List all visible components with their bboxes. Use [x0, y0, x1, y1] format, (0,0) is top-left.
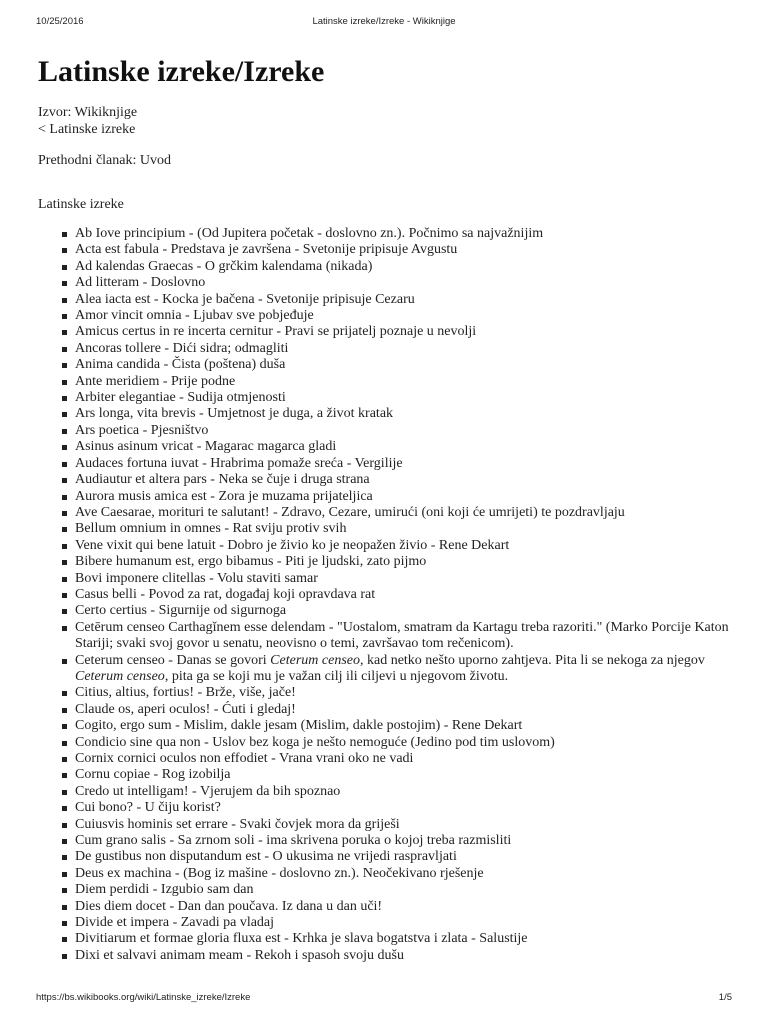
bullet-icon: [62, 412, 67, 417]
list-item: [75, 406, 738, 422]
bullet-icon: [62, 248, 67, 253]
list-item: [75, 882, 738, 898]
list-item: [75, 735, 738, 751]
bullet-icon: [62, 954, 67, 959]
list-item: [75, 292, 738, 308]
list-item-text: Audiautur et altera pars - Neka se čuje i druga strana: [75, 472, 370, 488]
bullet-icon: [62, 330, 67, 335]
bullet-icon: [62, 839, 67, 844]
list-item-text: De gustibus non disputandum est - O ukusima ne vrijedi raspravljati: [75, 849, 457, 865]
bullet-icon: [62, 724, 67, 729]
list-item-text: Dies diem docet - Dan dan poučava. Iz dana u dan uči!: [75, 898, 383, 914]
bullet-icon: [62, 577, 67, 582]
list-item-text: Ante meridiem - Prije podne: [75, 373, 236, 389]
list-item-text: Citius, altius, fortius! - Brže, više, jače!: [75, 685, 296, 701]
list-item: [75, 472, 738, 488]
list-item: [75, 915, 738, 931]
list-item: [75, 439, 738, 455]
print-header: [36, 16, 732, 30]
bullet-icon: [62, 708, 67, 713]
bullet-icon: [62, 659, 67, 664]
list-item-text: Certo certius - Sigurnije od sigurnoga: [75, 603, 287, 619]
list-item: [75, 341, 738, 357]
list-item: [75, 308, 738, 324]
bullet-icon: [62, 921, 67, 926]
print-url: https://bs.wikibooks.org/wiki/Latinske_izreke/Izreke: [36, 992, 251, 1003]
section-label: Latinske izreke: [38, 197, 124, 212]
bullet-icon: [62, 527, 67, 532]
list-item: [75, 620, 738, 653]
list-item-text: Anima candida - Čista (poštena) duša: [75, 357, 286, 373]
list-item-text: Ancoras tollere - Dići sidra; odmagliti: [75, 340, 289, 356]
bullet-icon: [62, 281, 67, 286]
list-item: [75, 571, 738, 587]
bullet-icon: [62, 855, 67, 860]
bullet-icon: [62, 429, 67, 434]
bullet-icon: [62, 445, 67, 450]
article-content: [38, 54, 738, 964]
list-item-text: Vene vixit qui bene latuit - Dobro je živio ko je neopažen živio - Rene Dekart: [75, 537, 510, 553]
list-item-text: Divitiarum et formae gloria fluxa est - Krhka je slava bogatstva i zlata - Salustije: [75, 931, 528, 947]
list-item: [75, 653, 738, 686]
list-item-text: Cornix cornici oculos non effodiet - Vrana vrani oko ne vadi: [75, 751, 414, 766]
bullet-icon: [62, 380, 67, 385]
list-item: [75, 489, 738, 505]
print-date: 10/25/2016: [36, 16, 84, 27]
list-item-text: Bibere humanum est, ergo bibamus - Piti je ljudski, zato pijmo: [75, 554, 427, 570]
bullet-icon: [62, 626, 67, 631]
list-item-text: Deus ex machina - (Bog iz mašine - doslovno zn.). Neočekivano rješenje: [75, 865, 484, 881]
list-item-text: Bellum omnium in omnes - Rat sviju protiv svih: [75, 521, 347, 537]
list-item: [75, 374, 738, 390]
list-item: [75, 685, 738, 701]
list-item-text: Ad litteram - Doslovno: [75, 275, 206, 291]
list-item: [75, 521, 738, 537]
page-title: Latinske izreke/Izreke: [38, 55, 325, 88]
bullet-icon: [62, 478, 67, 483]
list-item: [75, 899, 738, 915]
list-item-text: Condicio sine qua non - Uslov bez koga je nešto nemoguće (Jedino pod tim uslovom): [75, 734, 555, 750]
proverb-list: [38, 226, 738, 964]
list-item: [75, 702, 738, 718]
list-item: [75, 423, 738, 439]
bullet-icon: [62, 691, 67, 696]
list-item-text: Amor vincit omnia - Ljubav sve pobjeđuje: [75, 308, 314, 324]
list-item: [75, 242, 738, 258]
list-item-text: Cui bono? - U čiju korist?: [75, 800, 221, 816]
bullet-icon: [62, 232, 67, 237]
source-line: Izvor: Wikiknjige: [38, 105, 138, 120]
list-item: [75, 456, 738, 472]
bullet-icon: [62, 314, 67, 319]
list-item: [75, 357, 738, 373]
list-item-text: Audaces fortuna iuvat - Hrabrima pomaže sreća - Vergilije: [75, 455, 403, 471]
bullet-icon: [62, 806, 67, 811]
list-item: [75, 817, 738, 833]
list-item-text: , pita ga se koji mu je važan cilj ili ciljevi u njegovom životu.: [164, 668, 509, 684]
list-item: [75, 767, 738, 783]
list-item-text: Dixi et salvavi animam meam - Rekoh i spasoh svoju dušu: [75, 947, 404, 963]
list-item: [75, 948, 738, 964]
list-item: [75, 554, 738, 570]
list-item-text: Cornu copiae - Rog izobilja: [75, 767, 231, 783]
previous-article-link[interactable]: Prethodni članak: Uvod: [38, 153, 171, 168]
list-item-text: Ceterum censeo - Danas se govori: [75, 652, 271, 668]
print-footer: [36, 992, 732, 1006]
list-item-text: Aurora musis amica est - Zora je muzama prijateljica: [75, 488, 373, 504]
list-item: [75, 718, 738, 734]
list-item: [75, 259, 738, 275]
list-item: [75, 324, 738, 340]
list-item: [75, 390, 738, 406]
list-item-text: Ars poetica - Pjesništvo: [75, 422, 209, 438]
list-item: [75, 538, 738, 554]
list-item-text: Cetērum censeo Carthagĭnem esse delendam - "Uostalom, smatram da Kartagu treba razoriti." (Marko Porcije Katon Stariji; svaki svoj govor u senatu, neovisno o temi, završavao tom rečenicom).: [75, 619, 729, 652]
bullet-icon: [62, 905, 67, 910]
list-item-text: Claude os, aperi oculos! - Ćuti i gledaj!: [75, 701, 296, 717]
italic-text: Ceterum censeo: [270, 652, 360, 668]
bullet-icon: [62, 298, 67, 303]
list-item-text: Amicus certus in re incerta cernitur - Pravi se prijatelj poznaje u nevolji: [75, 324, 477, 340]
bullet-icon: [62, 396, 67, 401]
print-page-title: Latinske izreke/Izreke - Wikiknjige: [312, 16, 456, 27]
list-item-text: Ave Caesarae, morituri te salutant! - Zdravo, Cezare, umirući (oni koji će umrijeti) te pozdravljaju: [75, 504, 625, 520]
bullet-icon: [62, 347, 67, 352]
list-item-text: Arbiter elegantiae - Sudija otmjenosti: [75, 390, 286, 406]
list-item-text: Casus belli - Povod za rat, događaj koji opravdava rat: [75, 586, 376, 602]
bullet-icon: [62, 265, 67, 270]
list-item: [75, 226, 738, 242]
bullet-icon: [62, 462, 67, 467]
list-item-text: Ab Iove principium - (Od Jupitera početak - doslovno zn.). Počnimo sa najvažnijim: [75, 226, 544, 241]
list-item: [75, 849, 738, 865]
list-item-text: Cogito, ergo sum - Mislim, dakle jesam (Mislim, dakle postojim) - Rene Dekart: [75, 718, 523, 734]
italic-text: Ceterum censeo: [75, 668, 165, 684]
bullet-icon: [62, 757, 67, 762]
list-item-text: Asinus asinum vricat - Magarac magarca gladi: [75, 439, 337, 455]
bullet-icon: [62, 773, 67, 778]
bullet-icon: [62, 560, 67, 565]
bullet-icon: [62, 363, 67, 368]
list-item-text: Ars longa, vita brevis - Umjetnost je duga, a život kratak: [75, 406, 394, 422]
list-item-text: Divide et impera - Zavadi pa vladaj: [75, 915, 275, 931]
list-item: [75, 866, 738, 882]
bullet-icon: [62, 609, 67, 614]
list-item: [75, 275, 738, 291]
bullet-icon: [62, 937, 67, 942]
bullet-icon: [62, 741, 67, 746]
list-item-text: Cuiusvis hominis set errare - Svaki čovjek mora da griješi: [75, 816, 400, 832]
list-item: [75, 751, 738, 767]
list-item: [75, 784, 738, 800]
list-item-text: Credo ut intelligam! - Vjerujem da bih spoznao: [75, 783, 341, 799]
list-item-text: Alea iacta est - Kocka je bačena - Svetonije pripisuje Cezaru: [75, 291, 415, 307]
list-item: [75, 931, 738, 947]
bullet-icon: [62, 790, 67, 795]
bullet-icon: [62, 511, 67, 516]
list-item-text: , kad netko nešto uporno zahtjeva. Pita li se nekoga za njegov: [359, 652, 705, 668]
list-item-text: Ad kalendas Graecas - O grčkim kalendama (nikada): [75, 258, 373, 274]
list-item: [75, 587, 738, 603]
bullet-icon: [62, 888, 67, 893]
list-item: [75, 505, 738, 521]
list-item-text: Diem perdidi - Izgubio sam dan: [75, 882, 254, 898]
list-item: [75, 800, 738, 816]
bullet-icon: [62, 544, 67, 549]
parent-page-link[interactable]: < Latinske izreke: [38, 122, 136, 137]
bullet-icon: [62, 593, 67, 598]
page-number: 1/5: [718, 992, 732, 1003]
list-item: [75, 603, 738, 619]
list-item-text: Acta est fabula - Predstava je završena - Svetonije pripisuje Avgustu: [75, 242, 458, 258]
bullet-icon: [62, 823, 67, 828]
list-item-text: Bovi imponere clitellas - Volu staviti samar: [75, 570, 318, 586]
bullet-icon: [62, 495, 67, 500]
list-item: [75, 833, 738, 849]
list-item-text: Cum grano salis - Sa zrnom soli - ima skrivena poruka o kojoj treba razmisliti: [75, 833, 512, 849]
bullet-icon: [62, 872, 67, 877]
